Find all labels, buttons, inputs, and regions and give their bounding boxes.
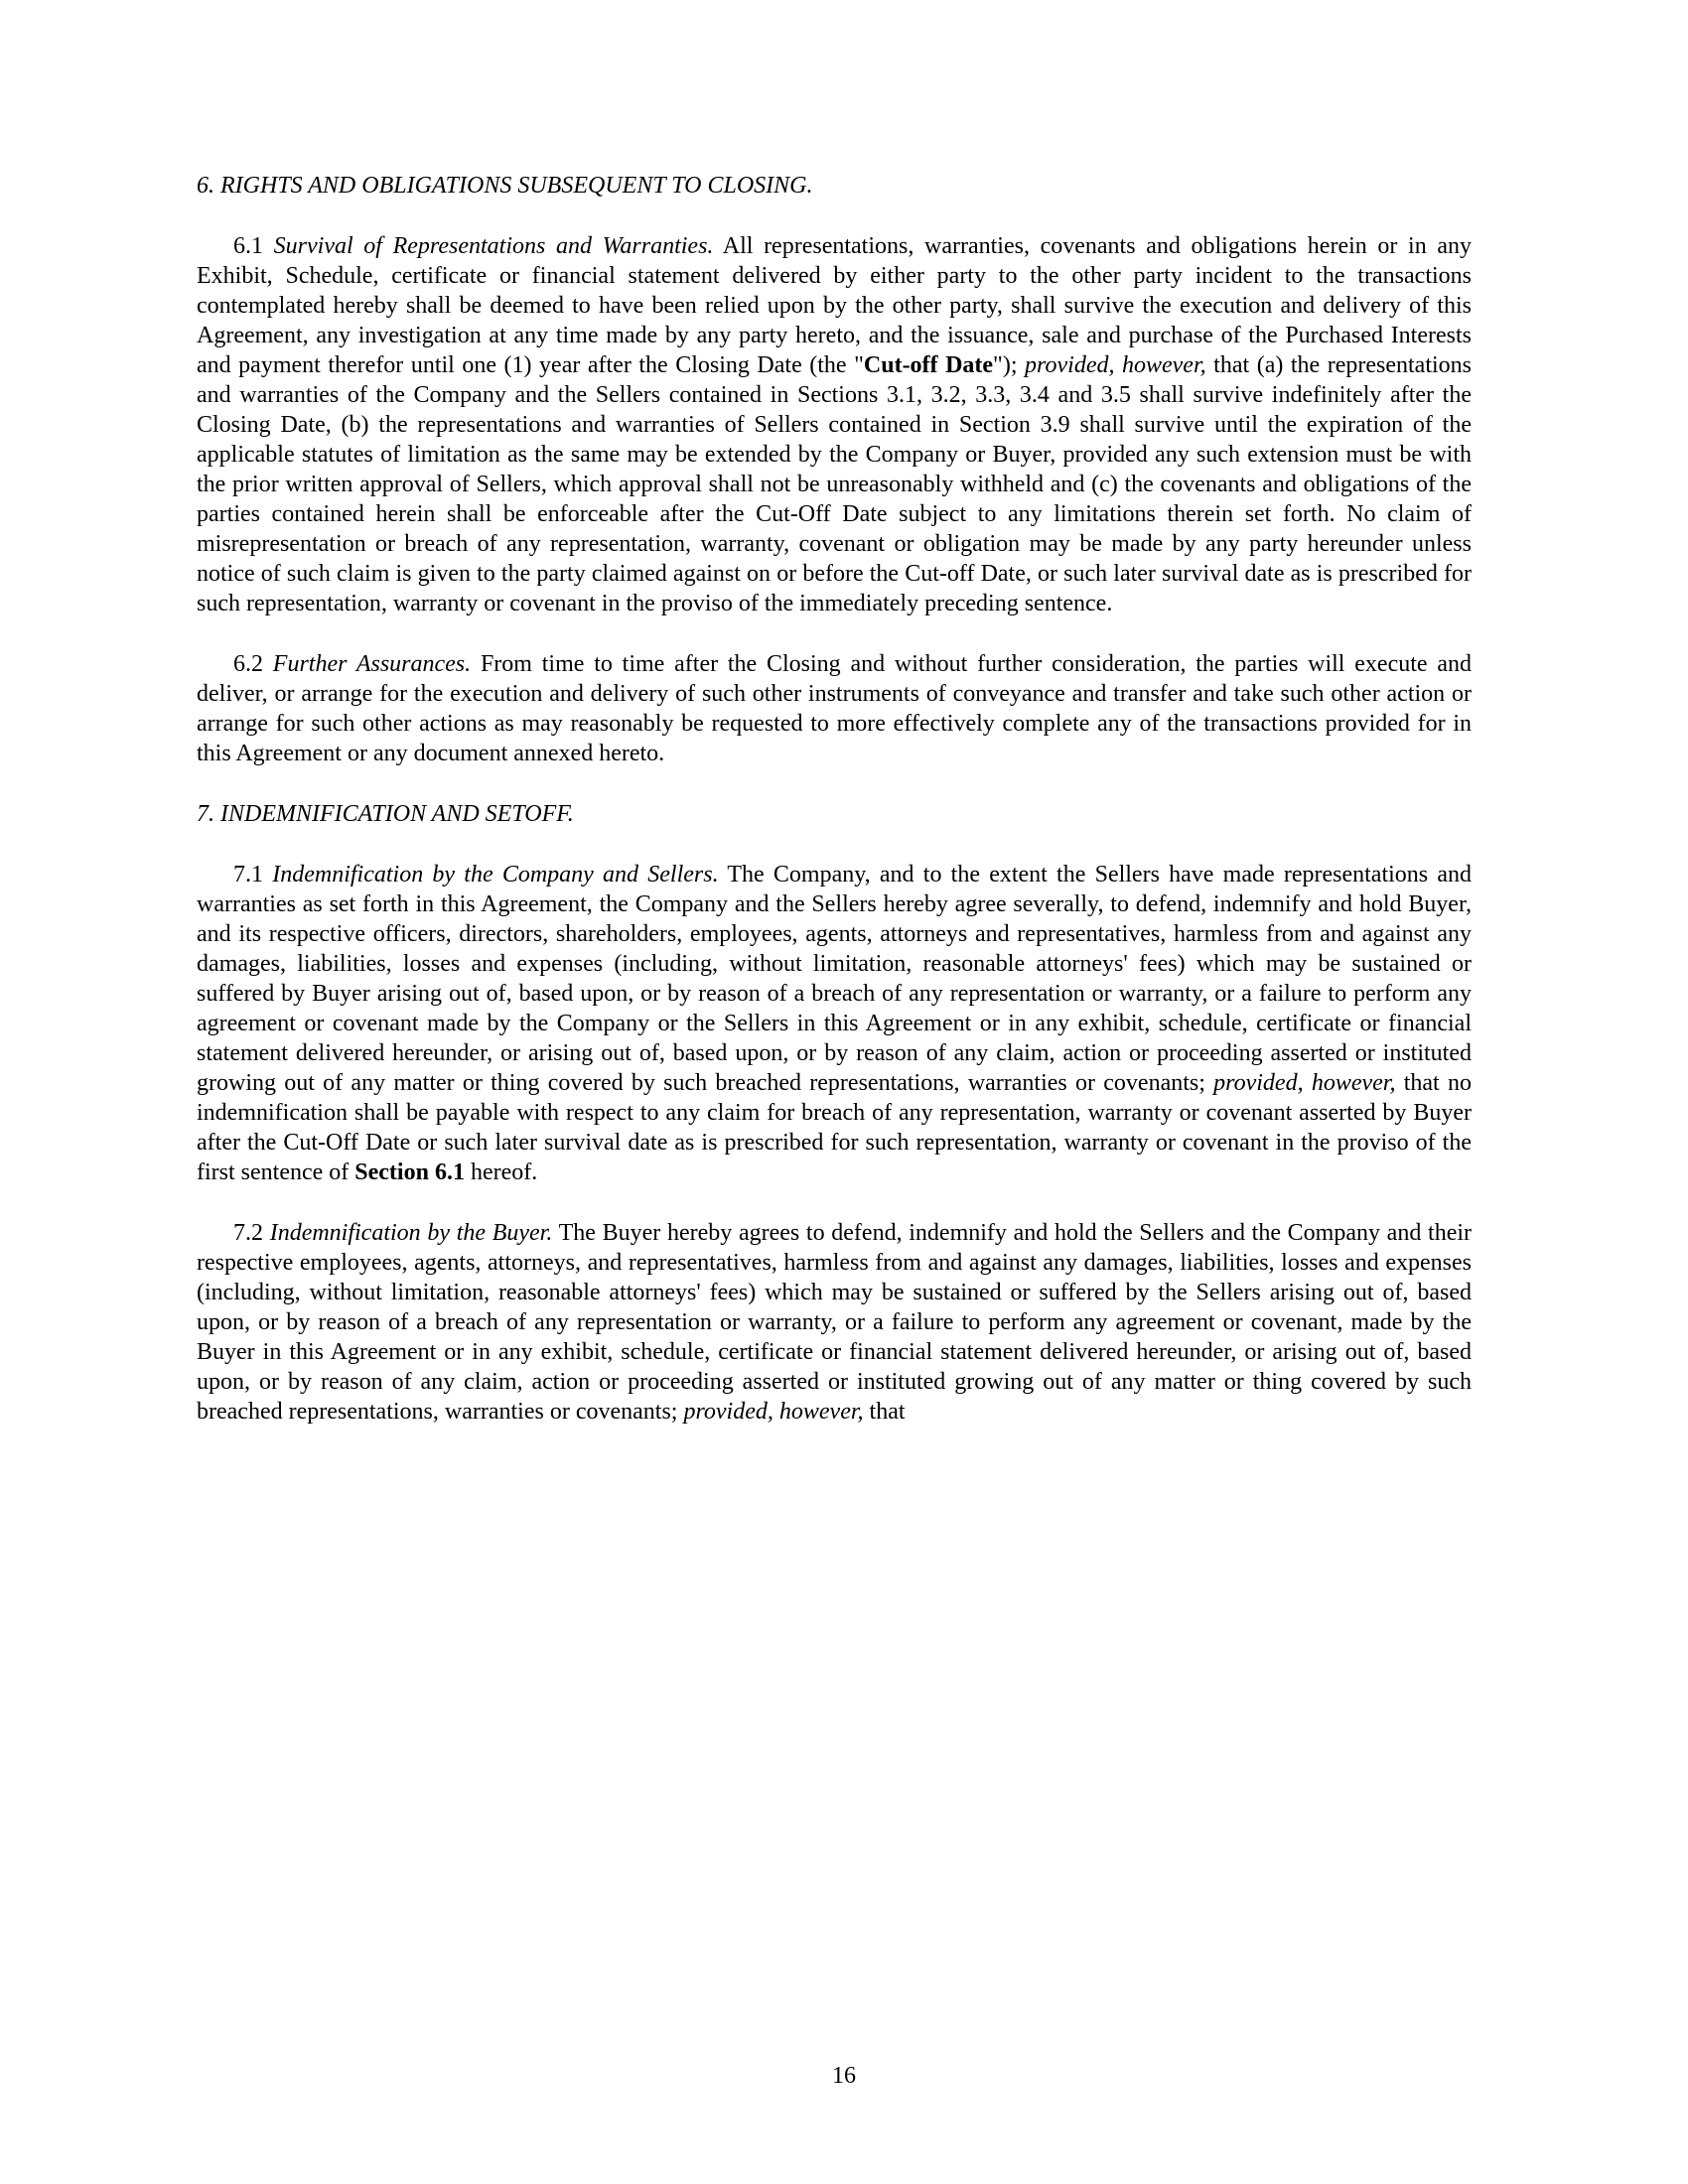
text-run: 7. INDEMNIFICATION AND SETOFF.	[197, 801, 574, 827]
text-run: From time to time after the Closing and without further consideration, the parties will execute and deliver, or arrange for the execution and delivery of such other instruments of conveyance and transfer and take such other action or arrange for such other actions as may reasonably be requested to more effectively complete any of the transactions provided for in this Agreement or any document annexed hereto.	[197, 651, 1472, 766]
document-body	[197, 171, 1472, 1457]
paragraph	[197, 649, 1472, 768]
text-run: 7.2	[233, 1220, 270, 1246]
text-run: 6. RIGHTS AND OBLIGATIONS SUBSEQUENT TO CLOSING.	[197, 173, 813, 199]
page-number: 16	[832, 2063, 856, 2089]
heading	[197, 171, 1472, 201]
text-run: The Company, and to the extent the Sellers have made representations and warranties as set forth in this Agreement, the Company and the Sellers hereby agree severally, to defend, indemnify and hold Buyer, and its respective officers, directors, shareholders, employees, agents, attorneys and representatives, harmless from and against any damages, liabilities, losses and expenses (including, without limitation, reasonable attorneys' fees) which may be sustained or suffered by Buyer arising out of, based upon, or by reason of a breach of any representation or warranty, or a failure to perform any agreement or covenant made by the Company or the Sellers in this Agreement or in any exhibit, schedule, certificate or financial statement delivered hereunder, or arising out of, based upon, or by reason of any claim, action or proceeding asserted or instituted growing out of any matter or thing covered by such breached representations, warranties or covenants;	[197, 862, 1473, 1096]
text-run: that no indemnification shall be payable with respect to any claim for breach of any representation, warranty or covenant asserted by Buyer after the Cut-Off Date or such later survival date as is prescribed for such representation, warranty or covenant in the proviso of the first sentence of	[197, 1070, 1472, 1185]
text-run: that (a) the representations and warranties of the Company and the Sellers contained in Sections 3.1, 3.2, 3.3, 3.4 and 3.5 shall survive indefinitely after the Closing Date, (b) the representations and warranties of Sellers contained in Section 3.9 shall survive until the expiration of the applicable statutes of limitation as the same may be extended by the Company or Buyer, provided any such extension must be with the prior written approval of Sellers, which approval shall not be unreasonably withheld and (c) the covenants and obligations of the parties contained herein shall be enforceable after the Cut-Off Date subject to any limitations therein set forth. No claim of misrepresentation or breach of any representation, warranty, covenant or obligation may be made by any party hereunder unless notice of such claim is given to the party claimed against on or before the Cut-off Date, or such later survival date as is prescribed for such representation, warranty or covenant in the proviso of the immediately preceding sentence.	[197, 352, 1472, 616]
text-run: hereof.	[464, 1160, 538, 1185]
text-run: 6.1	[233, 233, 274, 259]
paragraph	[197, 231, 1472, 618]
text-run: provided, however,	[1213, 1070, 1396, 1096]
heading	[197, 799, 1472, 829]
text-run: Survival of Representations and Warranties.	[273, 233, 714, 259]
text-run: Cut-off Date	[863, 352, 994, 378]
text-run: provided, however,	[1025, 352, 1206, 378]
text-run: The Buyer hereby agrees to defend, indemnify and hold the Sellers and the Company and their respective employees, agents, attorneys, and representatives, harmless from and against any damages, liabilities, losses and expenses (including, without limitation, reasonable attorneys' fees) which may be sustained or suffered by the Sellers arising out of, based upon, or by reason of a breach of any representation or warranty, or a failure to perform any agreement or covenant, made by the Buyer in this Agreement or in any exhibit, schedule, certificate or financial statement delivered hereunder, or arising out of, based upon, or by reason of any claim, action or proceeding asserted or instituted growing out of any matter or thing covered by such breached representations, warranties or covenants;	[197, 1220, 1473, 1425]
text-run: ");	[993, 352, 1026, 378]
text-run: that	[863, 1399, 906, 1425]
paragraph	[197, 1218, 1472, 1427]
text-run: 7.1	[233, 862, 273, 887]
text-run: Further Assurances.	[272, 651, 472, 677]
text-run: provided, however,	[683, 1399, 864, 1425]
text-run: Section 6.1	[354, 1160, 465, 1185]
text-run: 6.2	[233, 651, 273, 677]
text-run: All representations, warranties, covenants and obligations herein or in any Exhibit, Schedule, certificate or financial statement delivered by either party to the other party incident to the transactions contemplated hereby shall be deemed to have been relied upon by the other party, shall survive the execution and delivery of this Agreement, any investigation at any time made by any party hereto, and the issuance, sale and purchase of the Purchased Interests and payment therefor until one (1) year after the Closing Date (the "	[197, 233, 1473, 378]
paragraph	[197, 860, 1472, 1187]
text-run: Indemnification by the Company and Sellers.	[272, 862, 719, 887]
text-run: Indemnification by the Buyer.	[269, 1220, 553, 1246]
